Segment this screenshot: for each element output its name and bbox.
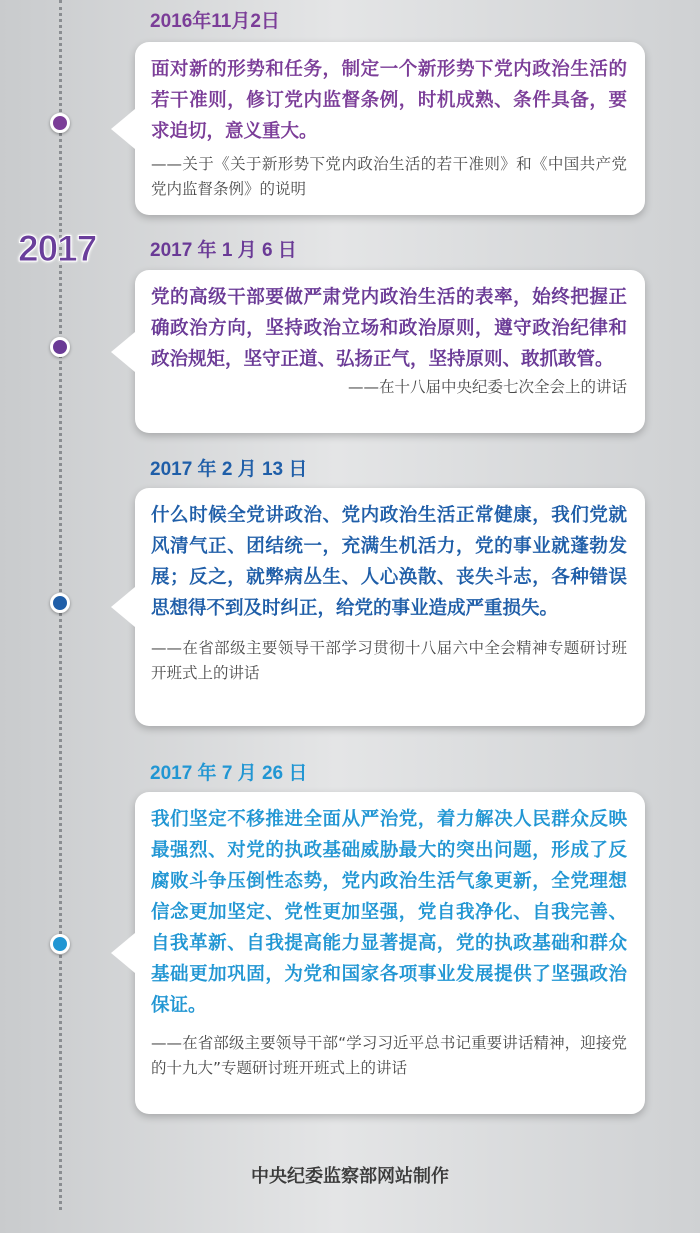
entry-date: 2017 年 2 月 13 日 <box>150 459 308 480</box>
year-label: 2017 <box>18 228 97 269</box>
quote-text: 面对新的形势和任务，制定一个新形势下党内政治生活的若干准则，修订党内监督条例，时机成熟、条件具备，要求迫切，意义重大。 <box>151 59 627 142</box>
entry-date: 2016年11月2日 <box>150 11 280 32</box>
quote-card <box>135 792 645 1114</box>
timeline-dot <box>50 113 70 133</box>
quote-source: ——关于《关于新形势下党内政治生活的若干准则》和《中国共产党党内监督条例》的说明 <box>151 155 627 198</box>
quote-text: 什么时候全党讲政治、党内政治生活正常健康，我们党就风清气正、团结统一，充满生机活力，党的事业就蓬勃发展；反之，就弊病丛生、人心涣散、丧失斗志，各种错误思想得不到及时纠正，给党的事业造成严重损失。 <box>151 505 627 619</box>
entry-date: 2017 年 7 月 26 日 <box>150 763 308 784</box>
quote-source: ——在省部级主要领导干部“学习习近平总书记重要讲话精神，迎接党的十九大”专题研讨班开班式上的讲话 <box>151 1034 627 1077</box>
footer-credit: 中央纪委监察部网站制作 <box>251 1166 449 1187</box>
quote-text: 党的高级干部要做严肃党内政治生活的表率，始终把握正确政治方向，坚持政治立场和政治原则，遵守政治纪律和政治规矩，坚守正道、弘扬正气，坚持原则、敢抓敢管。 <box>151 287 627 370</box>
timeline-dot <box>50 934 70 954</box>
quote-card <box>135 488 645 726</box>
quote-card <box>135 42 645 215</box>
timeline-dot <box>50 337 70 357</box>
quote-card <box>135 270 645 433</box>
timeline-dot <box>50 593 70 613</box>
entry-date: 2017 年 1 月 6 日 <box>150 240 297 261</box>
quote-source: ——在十八届中央纪委七次全会上的讲话 <box>347 378 627 396</box>
quote-source: ——在省部级主要领导干部学习贯彻十八届六中全会精神专题研讨班开班式上的讲话 <box>151 639 627 682</box>
quote-text: 我们坚定不移推进全面从严治党，着力解决人民群众反映最强烈、对党的执政基础威胁最大的突出问题，形成了反腐败斗争压倒性态势，党内政治生活气象更新，全党理想信念更加坚定、党性更加坚强，党自我净化、自我完善、自我革新、自我提高能力显著提高，党的执政基础和群众基础更加巩固，为党和国家各项事业发展提供了坚强政治保证。 <box>151 809 627 1016</box>
